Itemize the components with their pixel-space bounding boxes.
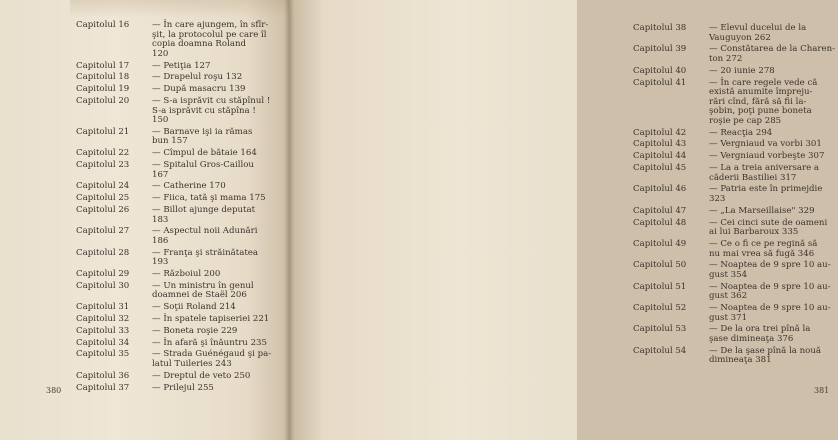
chapter-title-line: 120: [152, 48, 169, 59]
chapter-title-line: — Un ministru în genul: [152, 280, 254, 291]
toc-entry: [76, 182, 281, 192]
chapter-title: [152, 97, 281, 126]
toc-entry: [633, 45, 838, 64]
chapter-title-line: şit, la protocolul pe care îl: [152, 29, 267, 40]
toc-entry: [76, 73, 281, 83]
chapter-label: Capitolul 44: [633, 151, 687, 162]
chapter-title-line: nu mai vrea să fugă 346: [709, 248, 815, 259]
chapter-title: [152, 372, 281, 382]
chapter-title-line: — Vergniaud va vorbi 301: [709, 139, 822, 150]
left-page: [0, 0, 289, 440]
chapter-title: [709, 240, 838, 259]
chapter-title: [709, 45, 838, 64]
chapter-title-line: — Dreptul de veto 250: [152, 370, 251, 381]
chapter-title: [152, 182, 281, 192]
chapter-label: Capitolul 35: [76, 349, 130, 360]
toc-entry: [76, 339, 281, 349]
toc-entry: [76, 282, 281, 301]
chapter-title-line: — Cîmpul de bătaie 164: [152, 148, 257, 159]
toc-entry: [633, 185, 838, 204]
chapter-label: Capitolul 18: [76, 72, 130, 83]
chapter-label: Capitolul 26: [76, 204, 130, 215]
chapter-title-line: bun 157: [152, 136, 188, 147]
chapter-title: [709, 24, 838, 43]
chapter-label: Capitolul 17: [76, 60, 130, 71]
chapter-label: Capitolul 51: [633, 281, 687, 292]
chapter-title-line: — După masacru 139: [152, 84, 246, 95]
toc-entry: [76, 194, 281, 204]
chapter-title-line: — Drapelul roşu 132: [152, 72, 243, 83]
chapter-title-line: — Spitalul Gros-Caillou: [152, 160, 254, 171]
chapter-title-line: — În afară şi înăuntru 235: [152, 337, 267, 348]
chapter-title-line: — Noaptea de 9 spre 10 au-: [709, 303, 831, 314]
chapter-title-line: doamnei de Staël 206: [152, 290, 247, 301]
book-gutter: [284, 0, 294, 440]
chapter-label: Capitolul 24: [76, 181, 130, 192]
chapter-label: Capitolul 53: [633, 324, 687, 335]
chapter-title: [152, 303, 281, 313]
chapter-title-line: — Noaptea de 9 spre 10 au-: [709, 281, 831, 292]
chapter-title: [709, 304, 838, 323]
chapter-title-line: — Fiica, tată şi mama 175: [152, 193, 266, 204]
chapter-label: Capitolul 54: [633, 345, 687, 356]
chapter-title: [709, 152, 838, 162]
chapter-title-line: ton 272: [709, 53, 743, 64]
toc-entry: [633, 240, 838, 259]
chapter-label: Capitolul 19: [76, 84, 130, 95]
chapter-title-line: latul Tuileries 243: [152, 358, 232, 369]
chapter-title: [709, 219, 838, 238]
toc-entry: [633, 207, 838, 217]
chapter-title: [152, 21, 281, 59]
chapter-title-line: — În care ajungem, în sfîr-: [152, 20, 269, 30]
toc-entry: [633, 219, 838, 238]
chapter-title-line: — Soţii Roland 214: [152, 302, 236, 313]
toc-entry: [633, 304, 838, 323]
chapter-title-line: — Ce o fi ce pe regină să: [709, 238, 818, 249]
chapter-title-line: — Patria este în primejdie: [709, 184, 823, 195]
chapter-title: [152, 270, 281, 280]
toc-entry: [633, 347, 838, 366]
chapter-title-line: 193: [152, 257, 169, 268]
chapter-title: [152, 227, 281, 246]
chapter-title: [152, 282, 281, 301]
chapter-title: [152, 384, 281, 394]
toc-entry: [633, 325, 838, 344]
chapter-title-line: — De la ora trei pînă la: [709, 324, 811, 335]
chapter-label: Capitolul 38: [633, 23, 687, 33]
toc-entry: [633, 24, 838, 43]
toc-list-left: [76, 21, 281, 395]
chapter-label: Capitolul 33: [76, 325, 130, 336]
chapter-title-line: — Aspectul noii Adunări: [152, 226, 258, 237]
chapter-label: Capitolul 43: [633, 139, 687, 150]
chapter-title-line: — Petiţia 127: [152, 60, 211, 71]
chapter-title-line: — Reacţia 294: [709, 127, 773, 138]
chapter-title: [152, 62, 281, 72]
chapter-label: Capitolul 28: [76, 247, 130, 258]
toc-entry: [76, 206, 281, 225]
chapter-title: [709, 185, 838, 204]
chapter-title-line: — Barnave işi ia rămas: [152, 126, 253, 137]
chapter-title-line: şobin, poţi pune boneta: [709, 106, 812, 117]
chapter-title-line: gust 362: [709, 291, 748, 302]
chapter-title-line: — Elevul ducelui de la: [709, 23, 807, 33]
chapter-label: Capitolul 37: [76, 382, 130, 393]
toc-entry: [633, 129, 838, 139]
toc-entry: [633, 67, 838, 77]
chapter-title-line: — Războiul 200: [152, 269, 221, 280]
toc-entry: [633, 164, 838, 183]
chapter-title-line: dimineaţa 381: [709, 355, 772, 366]
toc-entry: [76, 372, 281, 382]
toc-entry: [76, 303, 281, 313]
toc-entry: [633, 140, 838, 150]
chapter-label: Capitolul 31: [76, 302, 130, 313]
chapter-title: [152, 327, 281, 337]
toc-entry: [76, 161, 281, 180]
chapter-title: [709, 67, 838, 77]
toc-entry: [633, 261, 838, 280]
chapter-title: [152, 161, 281, 180]
toc-entry: [76, 21, 281, 59]
chapter-label: Capitolul 42: [633, 127, 687, 138]
toc-entry: [633, 152, 838, 162]
chapter-title-line: — Noaptea de 9 spre 10 au-: [709, 260, 831, 271]
toc-entry: [76, 249, 281, 268]
chapter-title-line: — Cei cinci sute de oameni: [709, 217, 828, 228]
chapter-title-line: ai lui Barbaroux 335: [709, 227, 799, 238]
chapter-title: [152, 85, 281, 95]
chapter-label: Capitolul 52: [633, 303, 687, 314]
chapter-label: Capitolul 22: [76, 148, 130, 159]
chapter-title: [709, 140, 838, 150]
page-number-right: 381: [814, 386, 830, 395]
chapter-title-line: şase dimineaţa 376: [709, 334, 794, 345]
toc-entry: [76, 315, 281, 325]
chapter-label: Capitolul 50: [633, 260, 687, 271]
chapter-title: [152, 149, 281, 159]
chapter-title-line: S-a isprăvit cu stăpîna !: [152, 105, 256, 116]
chapter-title-line: 183: [152, 214, 169, 225]
chapter-title-line: copia doamna Roland: [152, 39, 246, 50]
chapter-title-line: 323: [709, 194, 726, 204]
chapter-title: [152, 128, 281, 147]
chapter-label: Capitolul 49: [633, 238, 687, 249]
chapter-label: Capitolul 40: [633, 65, 687, 76]
chapter-title-line: — La a treia aniversare a: [709, 163, 820, 174]
chapter-label: Capitolul 34: [76, 337, 130, 348]
chapter-label: Capitolul 32: [76, 314, 130, 325]
chapter-title: [152, 249, 281, 268]
chapter-title-line: gust 371: [709, 312, 748, 323]
chapter-title: [709, 261, 838, 280]
chapter-title-line: — S-a isprăvit cu stăpînul !: [152, 95, 271, 106]
toc-entry: [76, 62, 281, 72]
chapter-title-line: — „La Marseillaise" 329: [709, 205, 815, 216]
chapter-title: [709, 325, 838, 344]
chapter-label: Capitolul 41: [633, 77, 687, 88]
toc-entry: [76, 97, 281, 126]
chapter-label: Capitolul 20: [76, 95, 130, 106]
toc-entry: [633, 79, 838, 127]
chapter-title: [709, 129, 838, 139]
chapter-title-line: — Billot ajunge deputat: [152, 204, 256, 215]
chapter-title-line: — În spatele tapiseriei 221: [152, 314, 270, 325]
toc-entry: [76, 384, 281, 394]
toc-entry: [76, 128, 281, 147]
chapter-title-line: există anumite împreju-: [709, 87, 813, 98]
chapter-label: Capitolul 29: [76, 269, 130, 280]
toc-list-right: [633, 24, 838, 368]
chapter-title-line: 186: [152, 235, 169, 246]
chapter-label: Capitolul 46: [633, 184, 687, 195]
chapter-label: Capitolul 48: [633, 217, 687, 228]
paper-stain: [70, 0, 290, 18]
chapter-title: [152, 73, 281, 83]
chapter-title-line: — Strada Guénégaud şi pa-: [152, 349, 272, 360]
chapter-title-line: roşie pe cap 285: [709, 115, 782, 126]
chapter-title: [709, 347, 838, 366]
chapter-title-line: — Boneta roşie 229: [152, 325, 238, 336]
chapter-title-line: 150: [152, 115, 169, 126]
chapter-title: [152, 350, 281, 369]
chapter-label: Capitolul 39: [633, 44, 687, 55]
toc-entry: [76, 350, 281, 369]
chapter-label: Capitolul 21: [76, 126, 130, 137]
chapter-label: Capitolul 45: [633, 163, 687, 174]
chapter-title: [709, 283, 838, 302]
toc-entry: [76, 270, 281, 280]
page-number-left: 380: [46, 386, 62, 395]
right-page: [289, 0, 836, 440]
chapter-label: Capitolul 25: [76, 193, 130, 204]
toc-entry: [76, 227, 281, 246]
chapter-title-line: gust 354: [709, 269, 748, 280]
chapter-title-line: 167: [152, 169, 169, 180]
toc-entry: [633, 283, 838, 302]
chapter-title: [152, 315, 281, 325]
chapter-title-line: — Franţa şi străinătatea: [152, 247, 258, 258]
chapter-title: [152, 206, 281, 225]
chapter-label: Capitolul 23: [76, 160, 130, 171]
chapter-title-line: — Prilejul 255: [152, 382, 214, 393]
chapter-title-line: — 20 iunie 278: [709, 65, 775, 76]
chapter-title: [709, 79, 838, 127]
chapter-label: Capitolul 36: [76, 370, 130, 381]
chapter-label: Capitolul 30: [76, 280, 130, 291]
chapter-title-line: — Constătarea de la Charen-: [709, 44, 836, 55]
chapter-label: Capitolul 16: [76, 20, 130, 30]
chapter-title-line: căderii Bastiliei 317: [709, 172, 797, 183]
chapter-title-line: Vauguyon 262: [709, 32, 771, 43]
toc-entry: [76, 327, 281, 337]
chapter-title: [709, 207, 838, 217]
toc-entry: [76, 149, 281, 159]
chapter-title: [709, 164, 838, 183]
chapter-title-line: — Catherine 170: [152, 181, 226, 192]
chapter-title-line: — Vergniaud vorbeşte 307: [709, 151, 825, 162]
chapter-title-line: — De la şase pînă la nouă: [709, 345, 822, 356]
chapter-label: Capitolul 27: [76, 226, 130, 237]
chapter-title: [152, 194, 281, 204]
toc-entry: [76, 85, 281, 95]
chapter-title: [152, 339, 281, 349]
chapter-title-line: rări cînd, fără să fii la-: [709, 96, 807, 107]
chapter-label: Capitolul 47: [633, 205, 687, 216]
chapter-title-line: — În care regele vede că: [709, 77, 818, 88]
